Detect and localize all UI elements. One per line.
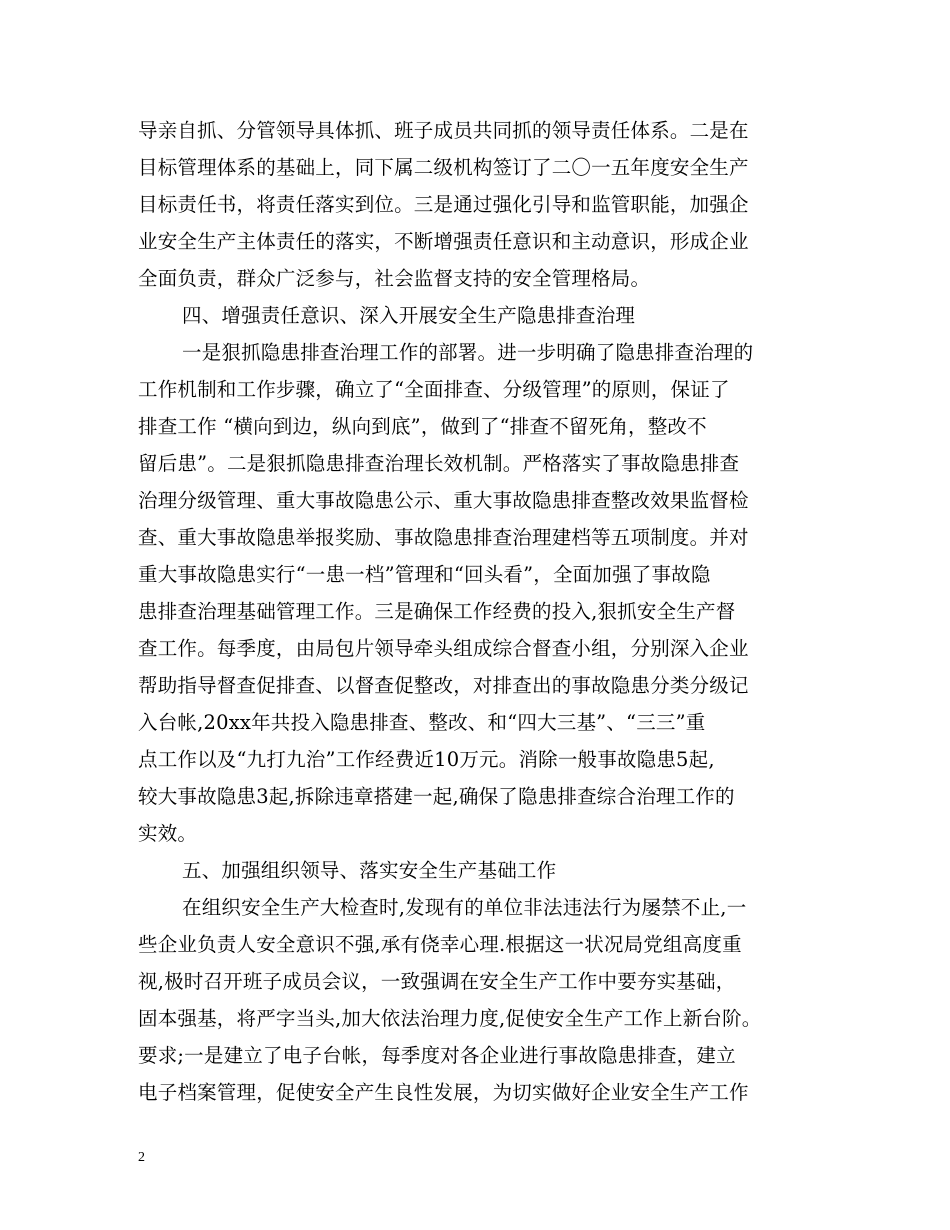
text-line: 入台帐,20xx年共投入隐患排查、整改、和“四大三基”、“三三”重 — [138, 711, 706, 734]
page-number: 2 — [138, 1150, 145, 1165]
text-line: 点工作以及“九打九治”工作经费近10万元。消除一般事故隐患5起, — [138, 748, 715, 771]
text-line: 查、重大事故隐患举报奖励、事故隐患排查治理建档等五项制度。并对 — [138, 526, 749, 549]
text-line: 一是狠抓隐患排查治理工作的部署。进一步明确了隐患排查治理的 — [182, 341, 754, 364]
text-line: 目标管理体系的基础上，同下属二级机构签订了二〇一五年度安全生产 — [138, 156, 749, 179]
text-line: 帮助指导督查促排查、以督查促整改，对排查出的事故隐患分类分级记 — [138, 674, 749, 697]
text-line: 视,极时召开班子成员会议，一致强调在安全生产工作中要夯实基础， — [138, 970, 736, 993]
text-line: 治理分级管理、重大事故隐患公示、重大事故隐患排查整改效果监督检 — [138, 489, 749, 512]
text-line: 五、加强组织领导、落实安全生产基础工作 — [182, 859, 557, 882]
text-line: 实效。 — [138, 822, 198, 845]
text-line: 工作机制和工作步骤，确立了“全面排查、分级管理”的原则，保证了 — [138, 378, 730, 401]
text-line: 四、增强责任意识、深入开展安全生产隐患排查治理 — [182, 304, 636, 327]
text-line: 导亲自抓、分管领导具体抓、班子成员共同抓的领导责任体系。二是在 — [138, 119, 749, 142]
text-line: 重大事故隐患实行“一患一档”管理和“回头看”，全面加强了事故隐 — [138, 563, 711, 586]
text-line: 固本强基，将严字当头,加大依法治理力度,促使安全生产工作上新台阶。 — [138, 1007, 762, 1030]
text-line: 排查工作 “横向到边，纵向到底”，做到了“排查不留死角，整改不 — [138, 415, 707, 438]
text-line: 些企业负责人安全意识不强,承有侥幸心理.根据这一状况局党组高度重 — [138, 933, 742, 956]
text-line: 在组织安全生产大检查时,发现有的单位非法违法行为屡禁不止,一 — [182, 896, 747, 919]
text-line: 全面负责，群众广泛参与，社会监督支持的安全管理格局。 — [138, 267, 651, 290]
text-line: 查工作。每季度，由局包片领导牵头组成综合督查小组，分别深入企业 — [138, 637, 749, 660]
text-line: 留后患”。二是狠抓隐患排查治理长效机制。严格落实了事故隐患排查 — [138, 452, 740, 475]
text-line: 目标责任书，将责任落实到位。三是通过强化引导和监管职能，加强企 — [138, 193, 749, 216]
text-line: 较大事故隐患3起,拆除违章搭建一起,确保了隐患排查综合治理工作的 — [138, 785, 735, 808]
body-text — [138, 112, 818, 1111]
text-line: 要求;一是建立了电子台帐，每季度对各企业进行事故隐患排查，建立 — [138, 1044, 736, 1067]
text-line: 患排查治理基础管理工作。三是确保工作经费的投入,狠抓安全生产督 — [138, 600, 736, 623]
text-line: 业安全生产主体责任的落实，不断增强责任意识和主动意识，形成企业 — [138, 230, 749, 253]
text-line: 电子档案管理，促使安全产生良性发展，为切实做好企业安全生产工作 — [138, 1081, 749, 1104]
